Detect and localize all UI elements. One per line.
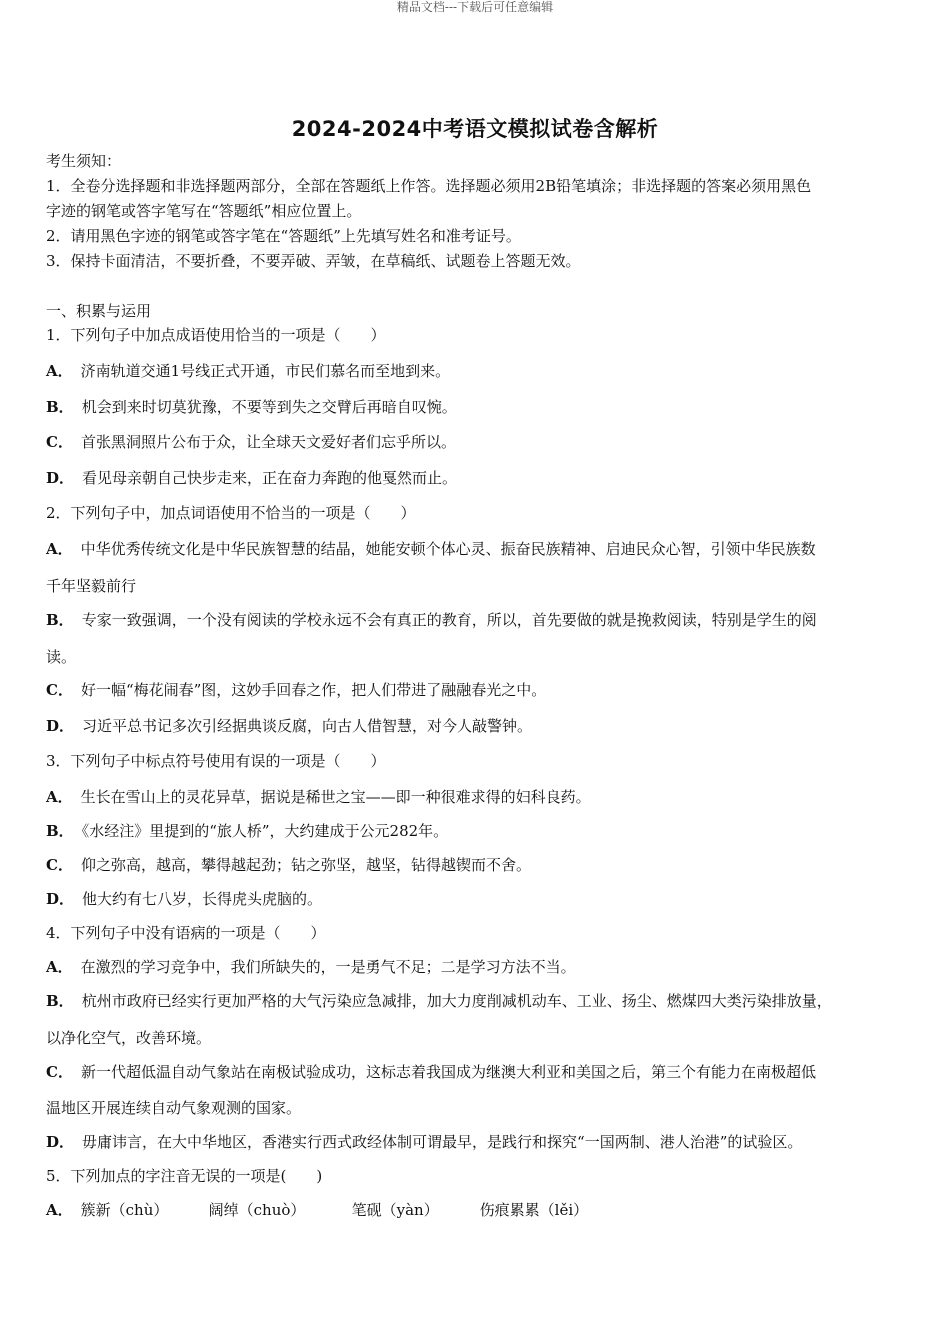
option-text: 他大约有七八岁，长得虎头虎脑的。 [82,890,323,908]
option-label: B． [46,611,74,629]
option-label: D． [46,717,75,735]
option-label: A． [46,540,73,558]
question-4-option-c [46,1062,906,1082]
option-label: D． [46,1133,75,1151]
option-label: C． [46,856,73,874]
notice-item-2: 2．请用黑色字迹的钢笔或答字笔在“答题纸”上先填写姓名和准考证号。 [46,227,521,245]
option-item: 簇新（chù） [80,1201,169,1219]
question-3-option-b [46,821,906,841]
question-3-option-c [46,855,906,875]
option-text: 看见母亲朝自己快步走来，正在奋力奔跑的他戛然而止。 [82,469,458,487]
option-text: 杭州市政府已经实行更加严格的大气污染应急减排，加大力度削减机动车、工业、扬尘、燃煤四大类污染排放量， [81,992,832,1010]
question-2-stem: 2．下列句子中，加点词语使用不恰当的一项是（ ） [46,504,416,522]
notice-item-1-line-1: 1．全卷分选择题和非选择题两部分，全部在答题纸上作答。选择题必须用2B铅笔填涂；非选择题的答案必须用黑色 [46,177,812,195]
option-text: 生长在雪山上的灵花异草，据说是稀世之宝——即一种很难求得的妇科良药。 [80,788,591,806]
option-item: 伤痕累累（lěi） [479,1201,589,1219]
option-label: A． [46,362,73,380]
notice-heading: 考生须知： [46,152,122,170]
option-label: B． [46,992,74,1010]
option-text: 在激烈的学习竞争中，我们所缺失的，一是勇气不足；二是学习方法不当。 [80,958,576,976]
option-text: 专家一致强调，一个没有阅读的学校永远不会有真正的教育，所以，首先要做的就是挽救阅读，特别是学生的阅 [81,611,817,629]
question-4-stem: 4．下列句子中没有语病的一项是（ ） [46,924,326,942]
question-2-option-d [46,716,906,736]
notice-item-1-line-2: 字迹的钢笔或答字笔写在“答题纸”相应位置上。 [46,202,362,220]
option-text: 济南轨道交通1号线正式开通，市民们慕名而至地到来。 [80,362,451,380]
option-item: 笔砚（yàn） [351,1201,439,1219]
option-label: B． [46,398,74,416]
question-3-option-d [46,889,906,909]
option-label: D． [46,469,75,487]
question-1-option-b [46,397,906,417]
question-2-option-a [46,539,906,559]
question-1-option-c [46,432,906,452]
option-label: C． [46,681,73,699]
option-item: 阔绰（chuò） [208,1201,306,1219]
question-1-stem: 1．下列句子中加点成语使用恰当的一项是（ ） [46,326,386,344]
option-label: A． [46,788,73,806]
question-1-option-a [46,361,906,381]
question-4-option-d [46,1132,906,1152]
option-text: 机会到来时切莫犹豫，不要等到失之交臂后再暗自叹惋。 [81,398,457,416]
notice-item-3: 3．保持卡面清洁，不要折叠，不要弄破、弄皱，在草稿纸、试题卷上答题无效。 [46,252,581,270]
page-watermark-header: 精品文档---下载后可任意编辑 [396,0,554,14]
question-5-stem: 5．下列加点的字注音无误的一项是( ) [46,1167,323,1185]
option-label: C． [46,433,73,451]
option-label: A． [46,1201,73,1219]
option-text: 《水经注》里提到的“旅人桥”，大约建成于公元282年。 [81,822,449,840]
question-4-option-a [46,957,906,977]
option-label: D． [46,890,75,908]
question-2-option-b-continued: 读。 [46,648,77,666]
question-4-option-b [46,991,906,1011]
question-3-stem: 3．下列句子中标点符号使用有误的一项是（ ） [46,752,386,770]
question-1-option-d [46,468,906,488]
question-4-option-b-continued: 以净化空气，改善环境。 [46,1029,212,1047]
page-title: 2024-2024中考语文模拟试卷含解析 [291,117,659,141]
option-label: B． [46,822,74,840]
option-label: A． [46,958,73,976]
question-3-option-a [46,787,906,807]
question-2-option-c [46,680,906,700]
option-text: 仰之弥高，越高，攀得越起劲；钻之弥坚，越坚，钻得越锲而不舍。 [80,856,531,874]
question-5-option-a [46,1200,906,1220]
option-text: 首张黑洞照片公布于众，让全球天文爱好者们忘乎所以。 [80,433,456,451]
option-text: 中华优秀传统文化是中华民族智慧的结晶，她能安顿个体心灵、振奋民族精神、启迪民众心智，引领中华民族数 [80,540,816,558]
option-text: 新一代超低温自动气象站在南极试验成功，这标志着我国成为继澳大利亚和美国之后，第三个有能力在南极超低 [80,1063,816,1081]
option-label: C． [46,1063,73,1081]
option-text: 习近平总书记多次引经据典谈反腐，向古人借智慧，对今人敲警钟。 [82,717,533,735]
question-2-option-a-continued: 千年坚毅前行 [46,577,137,595]
question-4-option-c-continued: 温地区开展连续自动气象观测的国家。 [46,1099,302,1117]
option-text: 毋庸讳言，在大中华地区，香港实行西式政经体制可谓最早，是践行和探究“一国两制、港人治港”的试验区。 [82,1133,803,1151]
question-2-option-b [46,610,906,630]
option-text: 好一幅“梅花闹春”图，这妙手回春之作，把人们带进了融融春光之中。 [80,681,547,699]
section-heading: 一、积累与运用 [46,302,152,320]
